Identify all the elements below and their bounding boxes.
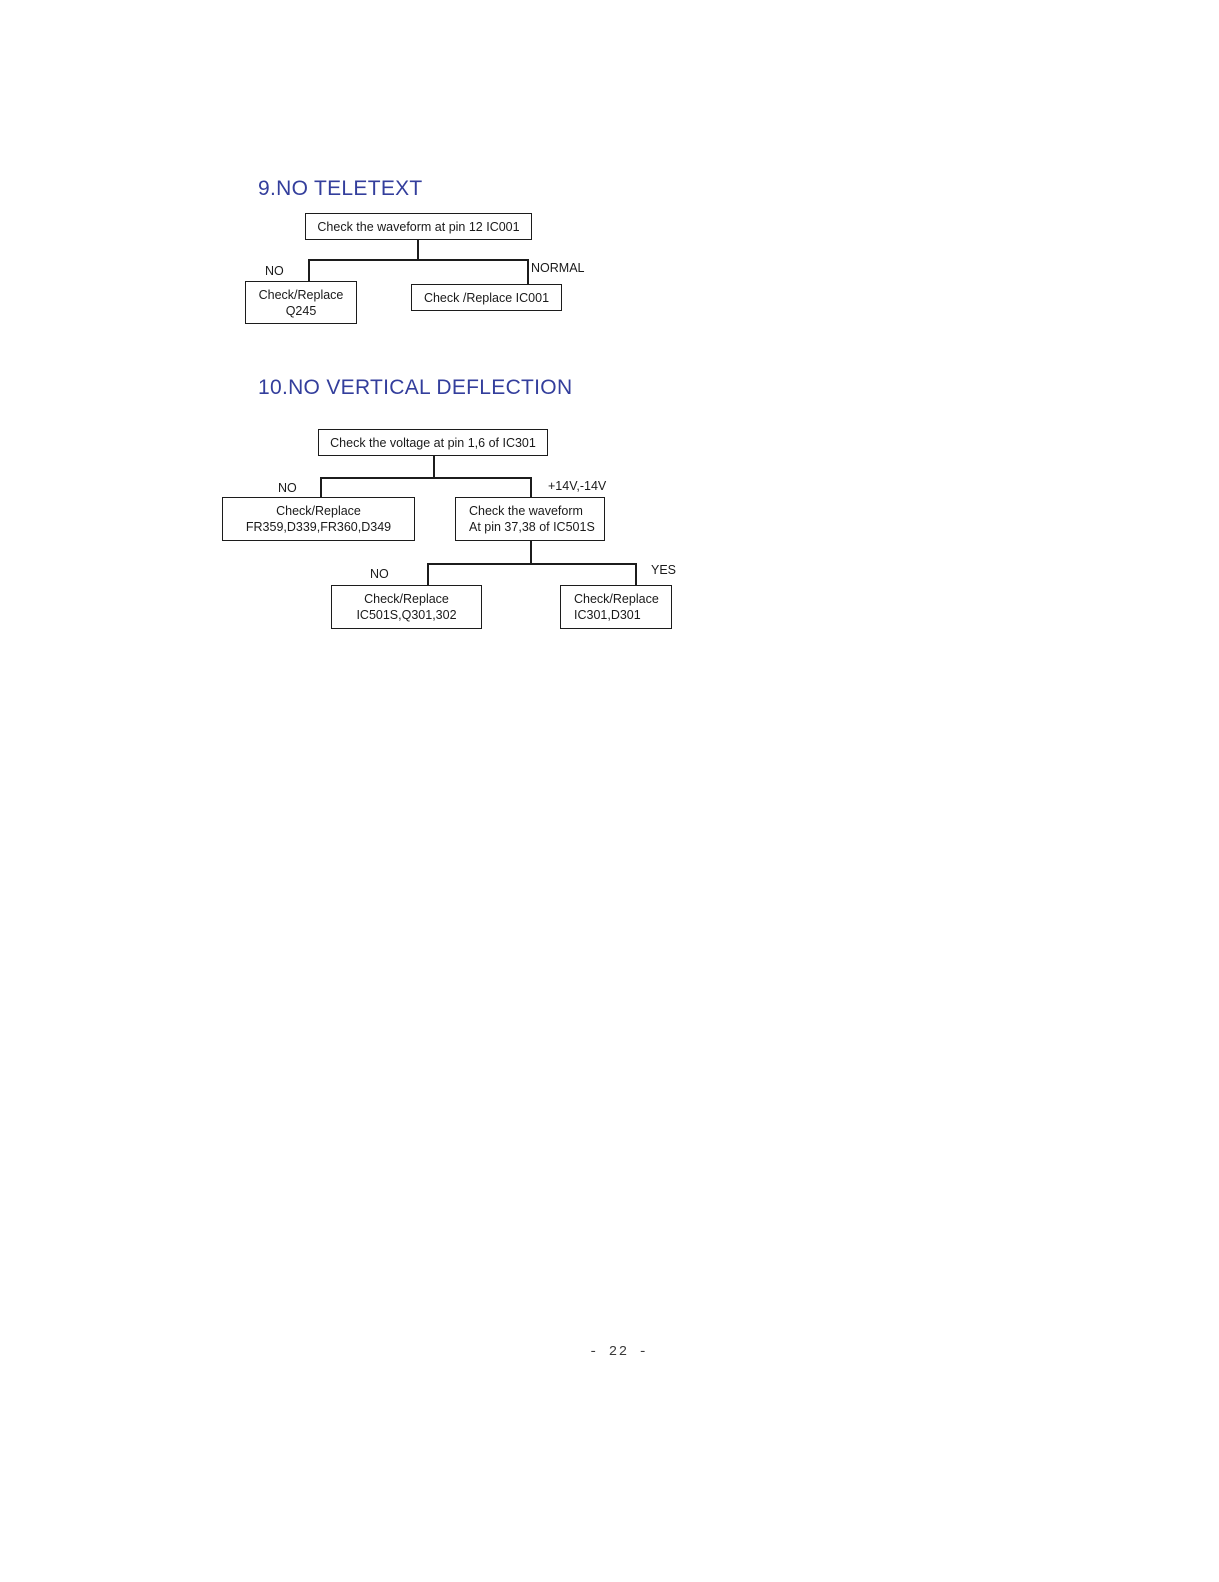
flow10-right-drop-line — [530, 477, 532, 497]
flow10-left-drop2-line — [427, 563, 429, 585]
flow10-bottom-right-node — [560, 585, 672, 629]
flow10-mid-node-line1: Check the waveform — [469, 504, 583, 518]
flow9-branch-line — [308, 259, 527, 261]
flow10-bottom-right-line1: Check/Replace — [574, 592, 659, 606]
flow10-left-drop-line — [320, 477, 322, 497]
flow10-root-node — [318, 429, 548, 456]
flow10-bottom-left-line2: IC501S,Q301,302 — [356, 608, 457, 622]
flow10-stem2-line — [530, 541, 532, 563]
flow9-left-drop-line — [308, 259, 310, 281]
flow9-left-node — [245, 281, 357, 324]
flow9-right-node — [411, 284, 562, 311]
flow10-mid-node-line2: At pin 37,38 of IC501S — [469, 520, 595, 534]
flow9-right-node-text: Check /Replace IC001 — [423, 290, 550, 305]
flow9-root-node — [305, 213, 532, 240]
flow10-root-text: Check the voltage at pin 1,6 of IC301 — [330, 435, 536, 450]
flow10-stem-line — [433, 456, 435, 477]
flow10-branch2-line — [427, 563, 636, 565]
flow9-right-drop-line — [527, 259, 529, 284]
flow10-yes-label: YES — [651, 563, 677, 577]
flow9-normal-label: NORMAL — [531, 261, 585, 275]
flow9-root-text: Check the waveform at pin 12 IC001 — [317, 219, 520, 234]
flow10-right-drop2-line — [635, 563, 637, 585]
flow10-branch1-line — [320, 477, 531, 479]
flow9-stem-line — [417, 240, 419, 259]
flow9-left-node-line2: Q245 — [285, 303, 317, 318]
flow10-left-node-line1: Check/Replace — [276, 504, 361, 518]
section-10-title: 10.NO VERTICAL DEFLECTION — [258, 376, 573, 399]
flow10-no-label: NO — [278, 481, 297, 495]
page-number: - 22 - — [589, 1344, 649, 1360]
flow10-bottom-left-node — [331, 585, 482, 629]
flow10-left-node-line2: FR359,D339,FR360,D349 — [245, 520, 392, 534]
flow9-left-node-line1: Check/Replace — [258, 287, 344, 302]
flow10-bottom-right-line2: IC301,D301 — [574, 608, 641, 622]
flow10-voltage-label: +14V,-14V — [548, 479, 607, 493]
flow10-no2-label: NO — [370, 567, 389, 581]
flow9-no-label: NO — [265, 264, 284, 278]
flow10-mid-node — [455, 497, 605, 541]
flow10-bottom-left-line1: Check/Replace — [364, 592, 449, 606]
section-9-title: 9.NO TELETEXT — [258, 177, 423, 200]
flow10-left-node — [222, 497, 415, 541]
